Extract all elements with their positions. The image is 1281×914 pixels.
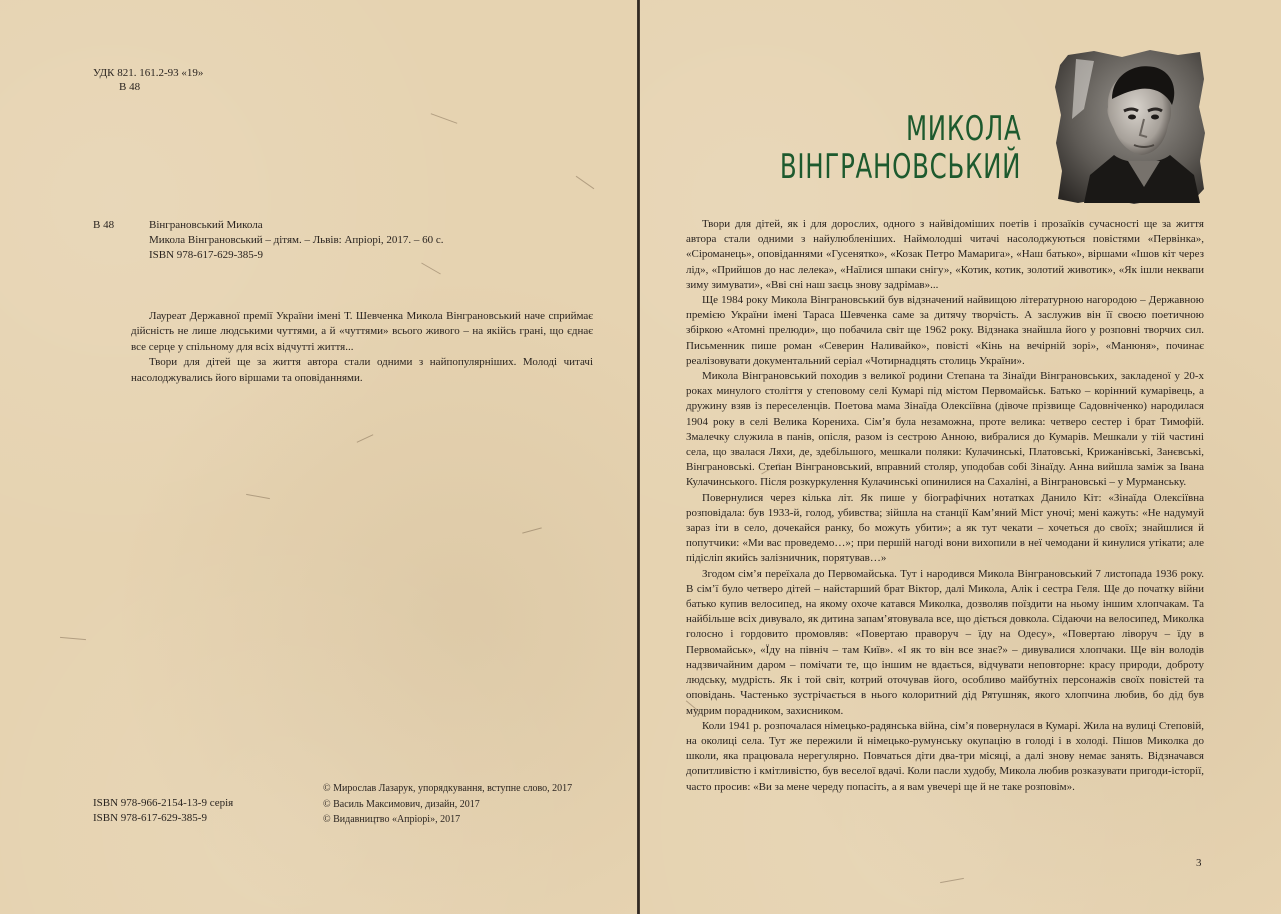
article-paragraph: Повернулися через кілька літ. Як пише у біографічних нотатках Данило Кіт: «Зінаїда Олексіївна розповідала: був 1933-й, голод, убивства; зійшла на станції Кам’яний Міст уночі; мені кажуть: «Не надумуй зараз іти в село, дочекайся ранку, бо можуть убити»; а як тут чекати – хочеться до своїх; знайшлися й попутчики: «Ми вас проведемо…»; при першій нагоді вони вихопили в неї чемодани й кинулися утікати; але підісліп якийсь залізничник, порятував…» xyxy=(686,491,1204,565)
annotation-paragraph: Твори для дітей ще за життя автора стали одними з найпопулярніших. Молоді читачі насолоджувались його віршами та оповіданнями. xyxy=(131,356,593,384)
isbn-book: ISBN 978-617-629-385-9 xyxy=(93,812,207,824)
right-page xyxy=(640,0,1281,914)
left-page xyxy=(0,0,637,914)
catalog-title: Микола Вінграновський – дітям. – Львів: Апріорі, 2017. – 60 с. xyxy=(149,234,444,246)
paper-fiber xyxy=(431,113,458,124)
page-number: 3 xyxy=(1196,857,1202,869)
isbn-list xyxy=(93,796,233,826)
catalog-record xyxy=(149,218,589,263)
catalog-author: Вінграновський Микола xyxy=(149,219,263,231)
bbk-index: В 48 xyxy=(119,81,141,93)
paper-fiber xyxy=(60,637,86,640)
paper-fiber xyxy=(522,527,542,533)
copyright-compiler: © Мирослав Лазарук, упорядкування, вступне слово, 2017 xyxy=(323,783,573,794)
annotation-paragraph: Лауреат Державної премії України імені Т. Шевченка Микола Вінграновський наче сприймає дійсність не лише людськими чуттями, а й «чуттями» всього живого – на якійсь грані, що єднає все серце у спільному для всіх відчутті життя... xyxy=(131,310,593,353)
paper-fiber xyxy=(357,434,374,443)
article-paragraph: Твори для дітей, як і для дорослих, одного з найвідоміших поетів і прозаїків сучасності ще за життя автора стали одними з найулюбленіших. Наймолодші читачі насолоджуються повістями «Первінка», «Сіроманець», оповіданнями «Гусенятко», «Козак Петро Мамарига», «Наш батько», віршами «Ішов кіт через лід», «Прийшов до нас лелека», «Наїлися шпаки снігу», «Котик, котик, золотий животик», «Як ішли неквапи зиму зимувати», «Вві сні наш заєць знову задрімав»... xyxy=(686,218,1204,291)
copyright-publisher: © Видавництво «Апріорі», 2017 xyxy=(323,814,461,825)
isbn-series: ISBN 978-966-2154-13-9 серія xyxy=(93,797,234,809)
author-last-name: ВІНГРАНОВСЬКИЙ xyxy=(779,147,1021,187)
paper-fiber xyxy=(421,263,441,275)
paper-fiber xyxy=(940,878,964,883)
annotation xyxy=(131,309,593,386)
article-body xyxy=(686,217,1204,795)
udk-code: УДК 821. 161.2-93 «19» xyxy=(93,67,204,79)
author-portrait-photo xyxy=(1054,49,1206,205)
portrait-icon xyxy=(1054,49,1206,205)
catalog-index: В 48 xyxy=(93,219,115,231)
catalog-isbn: ISBN 978-617-629-385-9 xyxy=(149,249,263,261)
paper-fiber xyxy=(576,176,595,189)
copyright-block xyxy=(323,781,572,828)
paper-fiber xyxy=(246,494,270,499)
author-first-name: МИКОЛА xyxy=(905,109,1021,149)
article-paragraph: Коли 1941 р. розпочалася німецько-радянська війна, сім’я повернулася в Кумарі. Жила на вулиці Степовій, на околиці села. Тут же пережили й німецько-румунську окупацію в голоді і в холоді. Пішов Миколка до школи, яка працювала нерегулярно. Повчаться діти два-три місяці, а далі знову немає занять. Відзначався допитливістю і кмітливістю, був веселої вдачі. Коли пасли худобу, Микола любив розказувати пригоди-історії, часто просив: «Ви за мене череду попасіть, а я вам увечері ще й не таке розповім». xyxy=(686,719,1204,793)
article-paragraph: Ще 1984 року Микола Вінграновський був відзначений найвищою літературною нагородою – Державною премією України імені Тараса Шевченка саме за дитячу творчість. А заслужив він її своєю поетичною збіркою «Атомні прелюди», що побачила світ ще 1962 року. Відзнака знайшла його у розповні творчих сил. Письменник пише роман «Северин Наливайко», повісті «Кінь на вечірній зорі», «Манюня», починає реалізовувати документальний серіал «Чотирнадцять столиць України». xyxy=(686,294,1204,367)
article-paragraph: Микола Вінграновський походив з великої родини Степана та Зінаїди Вінграновських, закладеної у 20-х роках минулого століття у степовому селі Кумарі під містом Первомайськ. Батько – корінний кумарівець, а дружину взяв із переселенців. Поетова мама Зінаїда Олексіївна (дівоче прізвище Садовніченко) народилася 1904 року в селі Велика Корениха. Сім’я була незаможна, проте велика: четверо сестер і брат Тимофій. Змалечку служила в панів, опісля, разом із сестрою Анною, вибралися до Кумарів. Мешкали у тій частині села, що звалася Ляхи, де, здебільшого, мешкали поляки: Кулачинські, Платовські, Крижанівські, Занєвські, Вінграновські. Степан Вінграновський, вправний столяр, уподобав собі Зінаїду. Анна вийшла заміж за Івана Кулачинського. Після розкуркулення Кулачинські опинилися на Сахаліні, а Вінграновські – у Мурманську. xyxy=(686,370,1204,489)
copyright-design: © Василь Максимович, дизайн, 2017 xyxy=(323,798,480,810)
article-paragraph: Згодом сім’я переїхала до Первомайська. Тут і народився Микола Вінграновський 7 листопада 1936 року. В сім’ї було четверо дітей – найстарший брат Віктор, далі Микола, Алік і сестра Геля. Ще до початку війни батько купив велосипед, на якому охоче катався Миколка, дозволяв поїздити на ньому іншим хлопчакам. Та найбільше всіх дивувало, як дитина запам’ятовувала все, що діється довкола. Сідаючи на велосипед, Миколка голосно і гордовито промовляв: «Повертаю праворуч – їду на Одесу», «Повертаю ліворуч – їду в Первомайськ», «Їду на північ – там Київ». «І як то він все знає?» – дивувалися хлопчаки. Ще він володів надзвичайним даром – помічати те, що іншим не вдається, відчувати неповторне: красу природи, доброту людську, мудрість. Як і той світ, котрий оточував його, особливо майбутніх персонажів своїх повістей та оповідань. Частенько зустрічається в нього колоритний дід Рятушняк, якого хлопчина любив, бо дід був мудрим порадником, захисником. xyxy=(686,567,1204,717)
